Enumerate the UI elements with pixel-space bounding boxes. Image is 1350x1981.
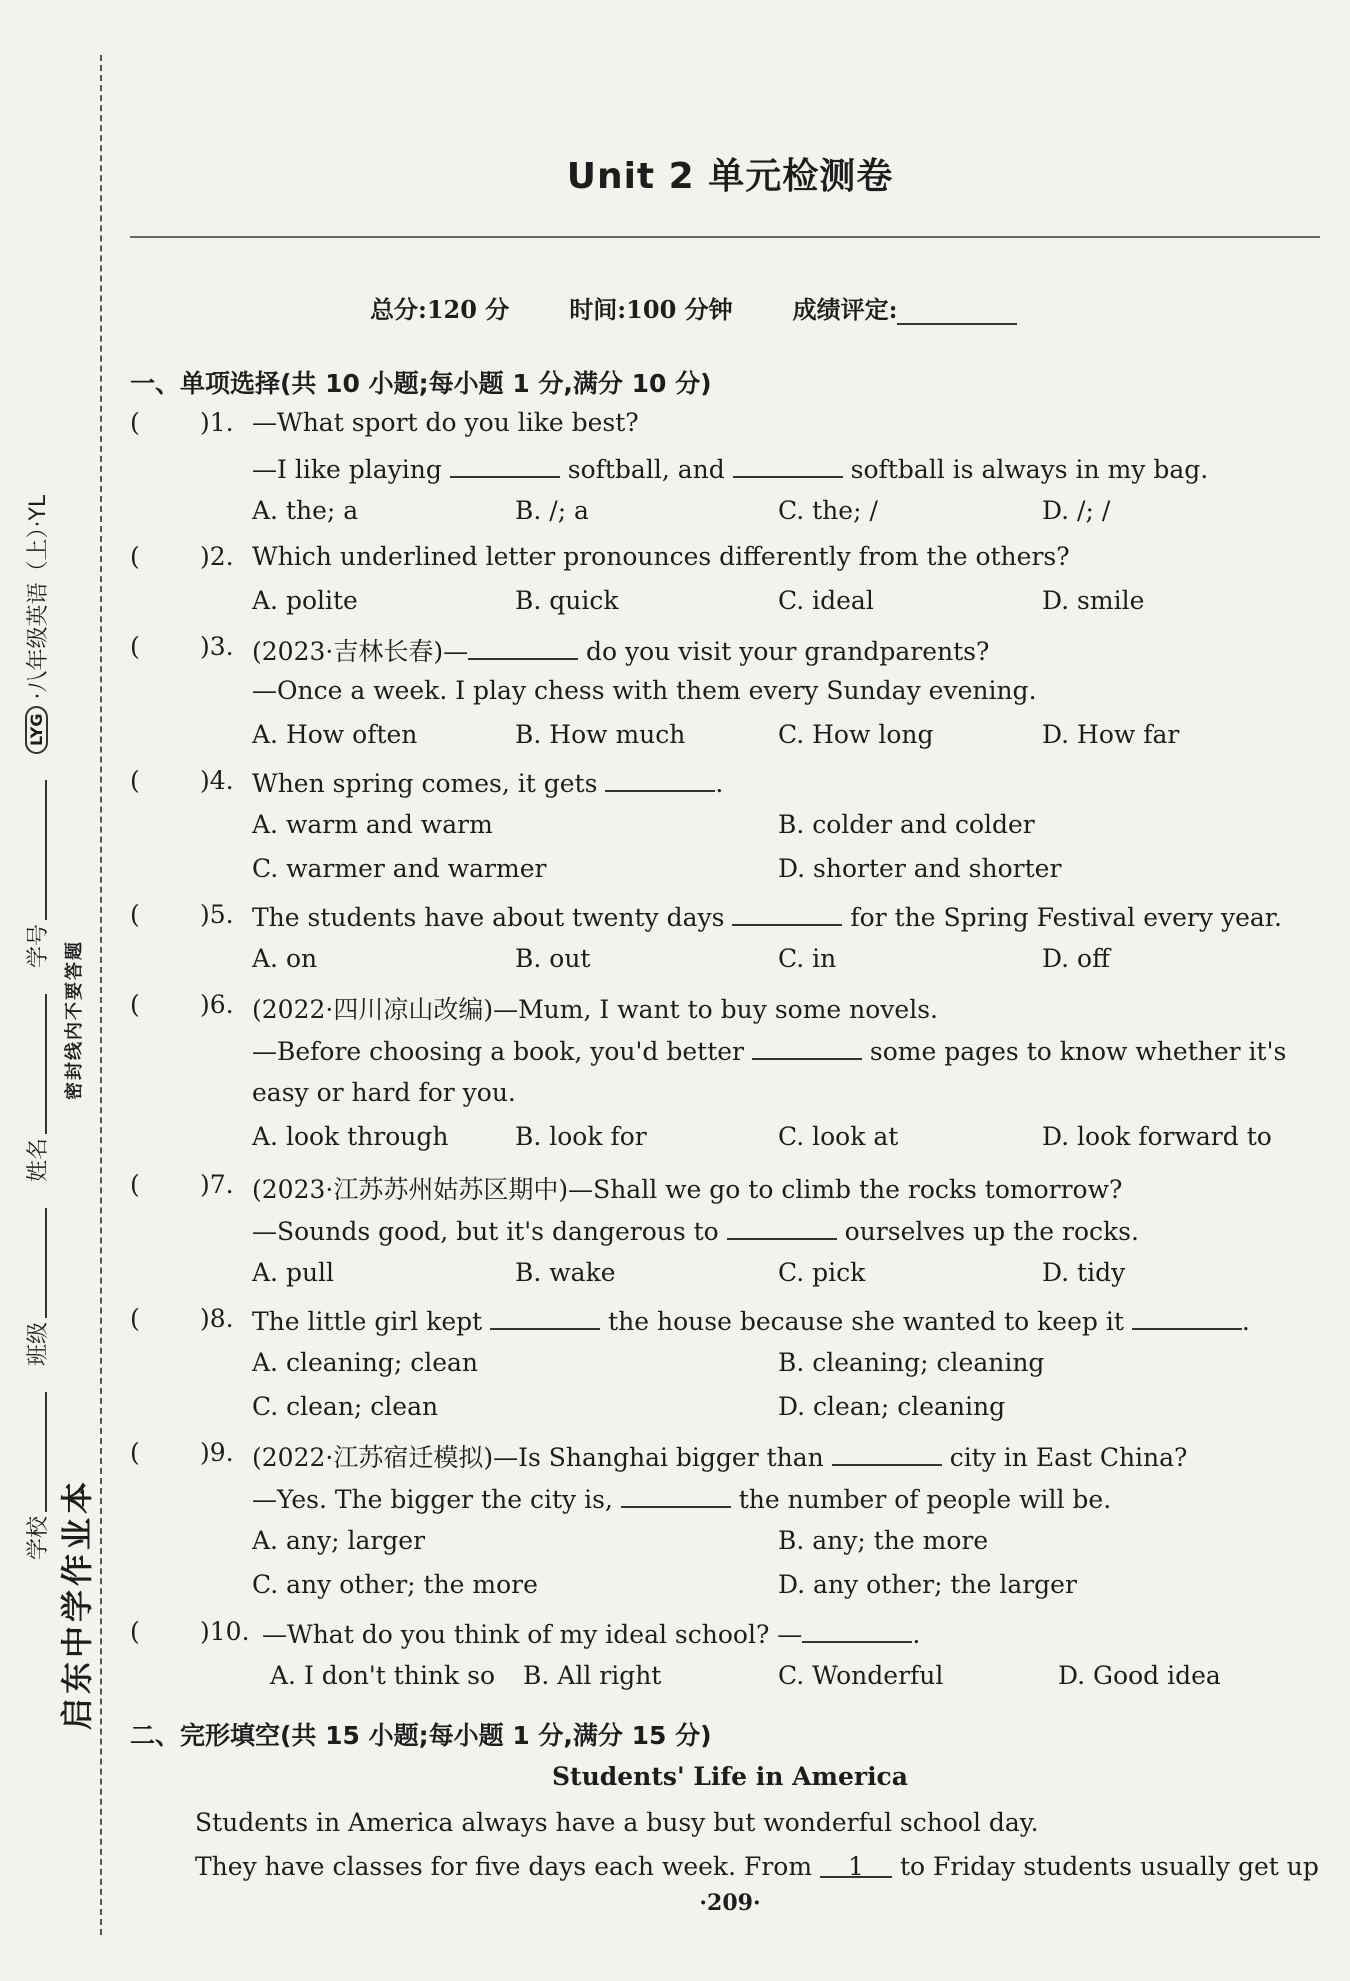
question-stem: (2022·江苏宿迁模拟)—Is Shanghai bigger than city in East China? — [252, 1438, 1187, 1474]
option-a[interactable]: A. pull — [252, 1258, 335, 1287]
option-c[interactable]: C. the; / — [778, 496, 878, 525]
option-b[interactable]: B. colder and colder — [778, 810, 1035, 839]
option-a[interactable]: A. look through — [252, 1122, 449, 1151]
answer-paren[interactable]: ( — [130, 1438, 140, 1467]
passage-title: Students' Life in America — [552, 1762, 908, 1791]
answer-paren[interactable]: ( — [130, 1304, 140, 1333]
option-c[interactable]: C. in — [778, 944, 837, 973]
course-label: ·八年级英语（上）·YL — [25, 494, 51, 700]
course-info — [21, 495, 52, 754]
option-d[interactable]: D. shorter and shorter — [778, 854, 1062, 883]
class-label: 班级 — [25, 1321, 51, 1366]
seal-warning: 密封线内不要答题 — [64, 940, 85, 1100]
blank[interactable] — [1132, 1304, 1242, 1330]
option-b[interactable]: B. any; the more — [778, 1526, 989, 1555]
seal-line — [100, 55, 102, 1935]
question-stem: When spring comes, it gets . — [252, 766, 723, 798]
option-a[interactable]: A. the; a — [252, 496, 359, 525]
question-number: )3. — [200, 632, 234, 661]
answer-paren[interactable]: ( — [130, 990, 140, 1019]
page-number: ·209· — [699, 1890, 761, 1916]
option-c[interactable]: C. look at — [778, 1122, 899, 1151]
option-a[interactable]: A. How often — [252, 720, 418, 749]
option-d[interactable]: D. Good idea — [1058, 1661, 1221, 1690]
question-number: )6. — [200, 990, 234, 1019]
option-a[interactable]: A. cleaning; clean — [252, 1348, 479, 1377]
blank[interactable] — [605, 766, 715, 792]
title-divider — [130, 236, 1320, 238]
question-line3: easy or hard for you. — [252, 1078, 516, 1107]
blank[interactable] — [727, 1214, 837, 1240]
blank[interactable] — [832, 1440, 942, 1466]
answer-paren[interactable]: ( — [130, 632, 140, 661]
question-stem: The students have about twenty days for the Spring Festival every year. — [252, 900, 1282, 932]
blank[interactable] — [802, 1617, 912, 1643]
question-stem: Which underlined letter pronounces differently from the others? — [252, 542, 1070, 571]
question-stem: (2023·吉林长春)— do you visit your grandparents? — [252, 632, 989, 668]
cloze-blank-1[interactable]: 1 — [820, 1852, 892, 1878]
grade-field[interactable]: 成绩评定: — [793, 290, 1018, 325]
option-c[interactable]: C. clean; clean — [252, 1392, 439, 1421]
option-b[interactable]: B. quick — [515, 586, 619, 615]
blank[interactable] — [733, 452, 843, 478]
question-line2: —I like playing softball, and softball is always in my bag. — [252, 452, 1208, 484]
lyg-badge: LYG — [25, 706, 48, 754]
answer-paren[interactable]: ( — [130, 542, 140, 571]
option-d[interactable]: D. any other; the larger — [778, 1570, 1077, 1599]
question-stem: The little girl kept the house because she wanted to keep it . — [252, 1304, 1250, 1336]
total-score: 总分:120 分 — [370, 295, 510, 324]
option-c[interactable]: C. ideal — [778, 586, 874, 615]
question-number: )2. — [200, 542, 234, 571]
option-a[interactable]: A. on — [252, 944, 318, 973]
blank[interactable] — [752, 1034, 862, 1060]
answer-paren[interactable]: ( — [130, 766, 140, 795]
exam-meta — [370, 290, 1017, 325]
question-stem: (2023·江苏苏州姑苏区期中)—Shall we go to climb the rocks tomorrow? — [252, 1175, 1123, 1204]
option-d[interactable]: D. smile — [1042, 586, 1145, 615]
question-number: )8. — [200, 1304, 234, 1333]
page-title: Unit 2 单元检测卷 — [566, 156, 894, 197]
option-a[interactable]: A. any; larger — [252, 1526, 426, 1555]
option-a[interactable]: A. polite — [252, 586, 358, 615]
option-b[interactable]: B. look for — [515, 1122, 647, 1151]
answer-paren[interactable]: ( — [130, 1170, 140, 1199]
question-line2: —Sounds good, but it's dangerous to ourselves up the rocks. — [252, 1214, 1139, 1246]
blank[interactable] — [468, 634, 578, 660]
option-b[interactable]: B. cleaning; cleaning — [778, 1348, 1045, 1377]
option-c[interactable]: C. pick — [778, 1258, 866, 1287]
option-b[interactable]: B. All right — [523, 1661, 662, 1690]
option-b[interactable]: B. out — [515, 944, 591, 973]
question-line2: —Yes. The bigger the city is, the number of people will be. — [252, 1482, 1111, 1514]
passage-line-2: They have classes for five days each week. From 1 to Friday students usually get up — [195, 1852, 1319, 1881]
section1-title: 一、单项选择(共 10 小题;每小题 1 分,满分 10 分) — [130, 369, 712, 398]
student-id-label: 学号 — [25, 923, 51, 968]
option-a[interactable]: A. I don't think so — [270, 1661, 496, 1690]
time-limit: 时间:100 分钟 — [569, 295, 733, 324]
student-info-fields — [16, 60, 56, 1560]
question-line2: —Once a week. I play chess with them every Sunday evening. — [252, 676, 1037, 705]
school-label: 学校 — [25, 1515, 51, 1560]
blank[interactable] — [621, 1482, 731, 1508]
option-d[interactable]: D. look forward to — [1042, 1122, 1272, 1151]
option-d[interactable]: D. tidy — [1042, 1258, 1126, 1287]
blank[interactable] — [450, 452, 560, 478]
option-d[interactable]: D. off — [1042, 944, 1110, 973]
section2-title: 二、完形填空(共 15 小题;每小题 1 分,满分 15 分) — [130, 1721, 712, 1750]
student-id-field[interactable] — [21, 776, 52, 968]
question-number: )10. — [200, 1617, 250, 1646]
option-c[interactable]: C. any other; the more — [252, 1570, 538, 1599]
question-number: )7. — [200, 1170, 234, 1199]
question-number: )9. — [200, 1438, 234, 1467]
school-field[interactable] — [21, 1388, 52, 1560]
class-field[interactable] — [21, 1204, 52, 1366]
option-c[interactable]: C. Wonderful — [778, 1661, 944, 1690]
name-label: 姓名 — [25, 1137, 51, 1182]
blank[interactable] — [490, 1304, 600, 1330]
answer-paren[interactable]: ( — [130, 408, 140, 437]
answer-paren[interactable]: ( — [130, 1617, 140, 1646]
option-b[interactable]: B. How much — [515, 720, 686, 749]
option-a[interactable]: A. warm and warm — [252, 810, 493, 839]
question-number: )1. — [200, 408, 234, 437]
blank[interactable] — [732, 900, 842, 926]
option-d[interactable]: D. /; / — [1042, 496, 1111, 525]
question-stem: (2022·四川凉山改编)—Mum, I want to buy some novels. — [252, 995, 938, 1024]
question-stem: —What sport do you like best? — [252, 408, 639, 437]
option-b[interactable]: B. wake — [515, 1258, 616, 1287]
answer-paren[interactable]: ( — [130, 900, 140, 929]
option-b[interactable]: B. /; a — [515, 496, 589, 525]
option-c[interactable]: C. warmer and warmer — [252, 854, 547, 883]
option-d[interactable]: D. How far — [1042, 720, 1180, 749]
option-d[interactable]: D. clean; cleaning — [778, 1392, 1006, 1421]
option-c[interactable]: C. How long — [778, 720, 934, 749]
question-stem: —What do you think of my ideal school? — . — [262, 1617, 920, 1649]
name-field[interactable] — [21, 990, 52, 1182]
book-name: 启东中学作业本 — [58, 1477, 96, 1730]
question-number: )5. — [200, 900, 234, 929]
question-line2: —Before choosing a book, you'd better some pages to know whether it's — [252, 1034, 1286, 1066]
question-number: )4. — [200, 766, 234, 795]
passage-line-1: Students in America always have a busy but wonderful school day. — [195, 1808, 1039, 1837]
